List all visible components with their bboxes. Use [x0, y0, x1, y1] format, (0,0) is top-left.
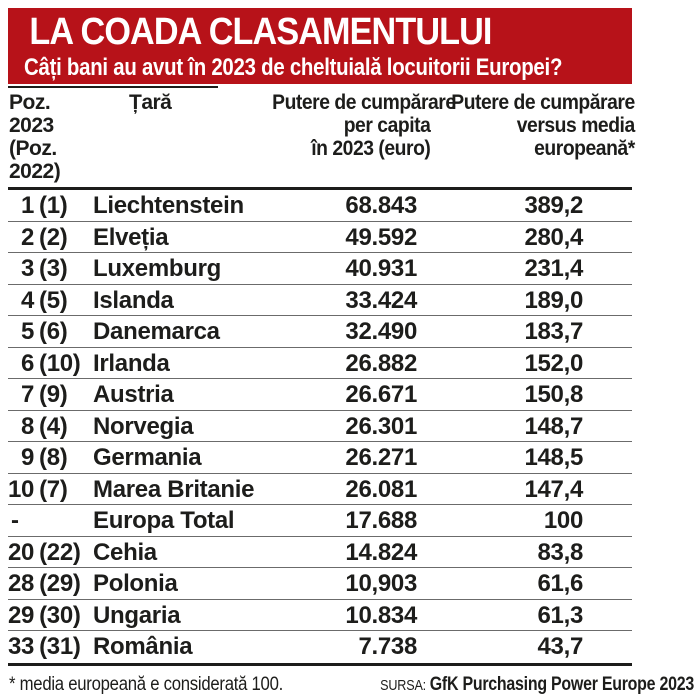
footnote: * media europeană e considerată 100. — [9, 673, 284, 695]
rank-2022: (22) — [39, 538, 81, 566]
rank-2022: (10) — [39, 349, 81, 377]
table-row — [8, 474, 632, 506]
country-cell: Luxemburg — [93, 255, 221, 282]
rank-2023: 6 — [20, 349, 34, 377]
versus-cell: 148,7 — [524, 412, 583, 440]
rank-2023: 33 — [8, 633, 35, 660]
rank-2023: 7 — [20, 381, 34, 408]
source-label: SURSA: — [380, 676, 427, 694]
country-cell: Irlanda — [93, 349, 170, 377]
per-capita-header-line3: în 2023 (euro) — [311, 137, 431, 160]
country-cell: Ungaria — [93, 601, 181, 629]
per-capita-cell: 33.424 — [345, 286, 417, 314]
source-line — [380, 674, 696, 696]
rank-cell — [8, 222, 93, 253]
rank-cell — [8, 505, 93, 536]
versus-cell: 148,5 — [524, 444, 583, 471]
rank-2023: 4 — [20, 286, 34, 314]
per-capita-cell: 26.882 — [345, 349, 417, 377]
country-cell: Germania — [93, 444, 202, 471]
rank-2022: (7) — [39, 475, 68, 503]
rank-cell — [8, 253, 93, 284]
rank-2022: (1) — [39, 192, 68, 219]
rank-cell — [8, 285, 93, 316]
rank-cell — [8, 379, 93, 410]
rank-2023: 20 — [8, 538, 35, 566]
versus-header-line3: europeană* — [534, 137, 635, 160]
rank-2023: 28 — [8, 570, 35, 597]
per-capita-cell: 40.931 — [345, 255, 417, 282]
rank-2023: 8 — [20, 412, 34, 440]
table-row — [8, 379, 632, 411]
rank-2023: 3 — [20, 255, 34, 282]
versus-cell: 152,0 — [524, 349, 583, 377]
table-row — [8, 190, 632, 222]
country-cell: Europa Total — [93, 507, 235, 534]
table-row — [8, 316, 632, 348]
versus-header-line1: Putere de cumpărare — [451, 91, 635, 114]
per-capita-cell: 17.688 — [345, 507, 417, 534]
versus-cell: 183,7 — [524, 318, 583, 345]
country-cell: Islanda — [93, 286, 174, 314]
rank-2023: - — [11, 507, 19, 534]
table-row — [8, 568, 632, 600]
rank-cell — [8, 537, 93, 568]
per-capita-cell: 49.592 — [345, 223, 417, 251]
country-cell: România — [93, 633, 193, 660]
rank-cell — [8, 411, 93, 442]
table-header — [8, 88, 635, 187]
versus-cell: 100 — [543, 507, 583, 534]
country-cell: Marea Britanie — [93, 475, 255, 503]
page-subtitle: Câți bani au avut în 2023 de cheltuială locuitorii Europei? — [24, 54, 563, 81]
country-cell: Polonia — [93, 570, 178, 597]
versus-cell: 61,3 — [537, 601, 583, 629]
table-row — [8, 505, 632, 537]
versus-cell: 61,6 — [537, 570, 583, 597]
column-header-per-capita — [272, 91, 456, 183]
versus-cell: 189,0 — [524, 286, 583, 314]
rank-2022: (3) — [39, 255, 68, 282]
rank-2023: 2 — [20, 223, 34, 251]
table-row — [8, 600, 632, 632]
rank-2022: (9) — [39, 381, 68, 408]
source-text: GfK Purchasing Power Europe 2023 — [430, 673, 695, 695]
page-title: LA COADA CLASAMENTULUI — [29, 11, 492, 53]
rank-2023: 9 — [20, 444, 34, 471]
country-cell: Cehia — [93, 538, 157, 566]
rank-2023: 1 — [20, 192, 34, 219]
country-cell: Elveția — [93, 223, 169, 251]
rank-2023: 10 — [8, 475, 35, 503]
per-capita-cell: 26.271 — [345, 444, 417, 471]
column-header-position-line1: Poz. 2023 — [9, 91, 54, 137]
country-cell: Danemarca — [93, 318, 220, 345]
versus-header-line2: versus media — [516, 114, 635, 137]
per-capita-cell: 10,903 — [345, 570, 417, 597]
rank-cell — [8, 190, 93, 221]
rank-2023: 29 — [8, 601, 35, 629]
rank-2022: (2) — [39, 223, 68, 251]
table-row — [8, 631, 632, 663]
table-row — [8, 442, 632, 474]
per-capita-cell: 14.824 — [345, 538, 417, 566]
header-banner — [8, 8, 632, 84]
rank-2022: (5) — [39, 286, 68, 314]
rank-cell — [8, 631, 93, 663]
rank-2022: (4) — [39, 412, 68, 440]
per-capita-cell: 26.301 — [345, 412, 417, 440]
versus-cell: 150,8 — [524, 381, 583, 408]
column-header-position — [8, 91, 93, 183]
rank-cell — [8, 474, 93, 505]
per-capita-cell: 32.490 — [345, 318, 417, 345]
versus-cell: 147,4 — [524, 475, 583, 503]
rank-2022: (31) — [39, 633, 81, 660]
table-row — [8, 411, 632, 443]
versus-cell: 231,4 — [524, 255, 583, 282]
rank-cell — [8, 316, 93, 347]
rank-2022: (8) — [39, 444, 68, 471]
rank-2022: (6) — [39, 318, 68, 345]
table-row — [8, 222, 632, 254]
versus-cell: 83,8 — [537, 538, 583, 566]
rank-2022: (29) — [39, 570, 81, 597]
country-cell: Austria — [93, 381, 174, 408]
per-capita-cell: 26.671 — [345, 381, 417, 408]
versus-cell: 389,2 — [524, 192, 583, 219]
versus-cell: 43,7 — [537, 633, 583, 660]
table-body — [8, 190, 632, 663]
per-capita-header-line1: Putere de cumpărare — [272, 91, 456, 114]
rank-2023: 5 — [20, 318, 34, 345]
per-capita-cell: 26.081 — [345, 475, 417, 503]
rank-cell — [8, 568, 93, 599]
country-cell: Norvegia — [93, 412, 194, 440]
per-capita-header-line2: per capita — [343, 114, 431, 137]
rank-cell — [8, 442, 93, 473]
column-header-country: Țară — [129, 91, 172, 114]
column-header-position-line2: (Poz. 2022) — [9, 137, 61, 183]
column-header-versus-average — [451, 91, 638, 183]
country-cell: Liechtenstein — [93, 192, 244, 219]
table-row — [8, 348, 632, 380]
table-footer — [8, 666, 695, 696]
rank-2022: (30) — [39, 601, 81, 629]
versus-cell: 280,4 — [524, 223, 583, 251]
table-row — [8, 285, 632, 317]
rank-cell — [8, 348, 93, 379]
per-capita-cell: 7.738 — [358, 633, 417, 660]
per-capita-cell: 10.834 — [345, 601, 417, 629]
table-row — [8, 537, 632, 569]
rank-cell — [8, 600, 93, 631]
per-capita-cell: 68.843 — [345, 192, 417, 219]
table-row — [8, 253, 632, 285]
